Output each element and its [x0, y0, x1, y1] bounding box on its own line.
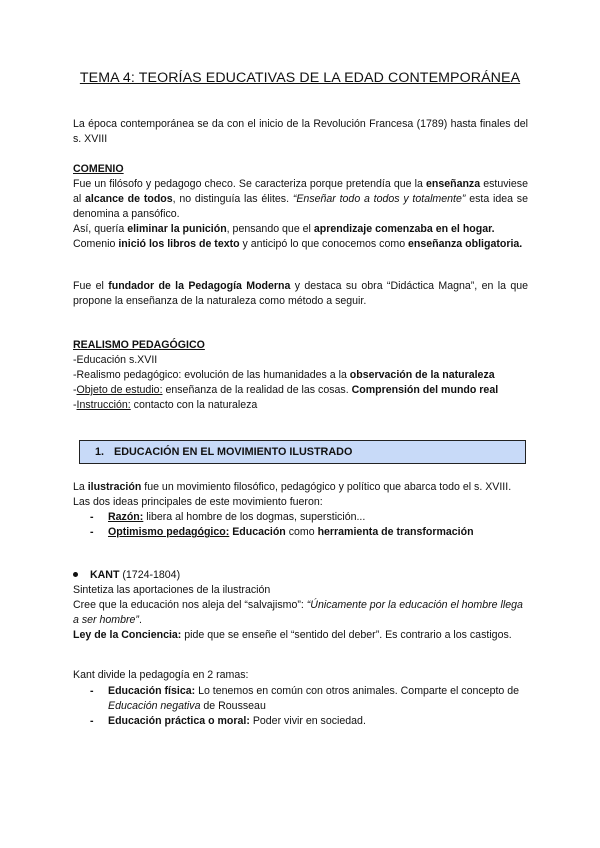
- intro-text: La época contemporánea se da con el inicio de la Revolución Francesa (1789) hasta finales del s. XVIII: [73, 118, 528, 145]
- kant-line-1: Sintetiza las aportaciones de la ilustración: [73, 584, 271, 596]
- comenio-heading: COMENIO: [73, 163, 124, 175]
- list-item: - Educación práctica o moral: Poder vivir en sociedad.: [73, 714, 528, 729]
- ilustracion-ideas-list: [73, 510, 528, 540]
- kant-heading: KANT (1724-1804): [56, 568, 528, 583]
- list-item: - Optimismo pedagógico: Educación como herramienta de transformación: [73, 525, 528, 540]
- section-label: EDUCACIÓN EN EL MOVIMIENTO ILUSTRADO: [114, 446, 353, 458]
- realismo-line-3: -Objeto de estudio: enseñanza de la realidad de las cosas. Comprensión del mundo real: [73, 384, 499, 396]
- kant-ramas-list: [73, 684, 528, 729]
- ilustracion-section: [73, 480, 528, 540]
- comenio-paragraph-3: Comenio inició los libros de texto y anticipó lo que conocemos como enseñanza obligatoria.: [73, 238, 523, 250]
- kant-section: [73, 568, 528, 643]
- comenio-paragraph-4: Fue el fundador de la Pedagogía Moderna y destaca su obra “Didáctica Magna”, en la que propone la enseñanza de la naturaleza como método a seguir.: [73, 280, 528, 307]
- section-header-box: [79, 440, 526, 464]
- realismo-section: [73, 338, 528, 413]
- kant-line-3: Ley de la Conciencia: pide que se enseñe el “sentido del deber”. Es contrario a los castigos.: [73, 629, 512, 641]
- section-number: 1.: [95, 446, 105, 458]
- page-title: TEMA 4: TEORÍAS EDUCATIVAS DE LA EDAD CONTEMPORÁNEA: [79, 70, 521, 86]
- kant-line-2: Cree que la educación nos aleja del “salvajismo”: “Únicamente por la educación el hombre llega a ser hombre”.: [73, 599, 523, 626]
- comenio-paragraph-2: Así, quería eliminar la punición, pensando que el aprendizaje comenzaba en el hogar.: [73, 223, 495, 235]
- realismo-heading: REALISMO PEDAGÓGICO: [73, 339, 205, 351]
- ilustracion-paragraph-1: La ilustración fue un movimiento filosófico, pedagógico y político que abarca todo el s. XVIII.: [73, 481, 512, 493]
- bullet-dot-icon: [73, 572, 78, 577]
- kant-ramas: [73, 668, 528, 729]
- realismo-line-2: -Realismo pedagógico: evolución de las humanidades a la observación de la naturaleza: [73, 369, 495, 381]
- realismo-line-4: -Instrucción: contacto con la naturaleza: [73, 399, 258, 411]
- comenio-section: [73, 162, 528, 252]
- realismo-line-1: -Educación s.XVII: [73, 354, 158, 366]
- kant-line-4: Kant divide la pedagogía en 2 ramas:: [73, 669, 249, 681]
- comenio-paragraph-1: Fue un filósofo y pedagogo checo. Se caracteriza porque pretendía que la enseñanza estuviese al alcance de todos, no distinguía las élites. “Enseñar todo a todos y totalmente” esta idea se denomina a pansófico.: [73, 178, 528, 220]
- intro-paragraph: [73, 117, 528, 147]
- list-item: - Educación física: Lo tenemos en común con otros animales. Comparte el concepto de Educación negativa de Rousseau: [73, 684, 528, 714]
- list-item: - Razón: libera al hombre de los dogmas, superstición...: [73, 510, 528, 525]
- ilustracion-paragraph-2: Las dos ideas principales de este movimiento fueron:: [73, 496, 323, 508]
